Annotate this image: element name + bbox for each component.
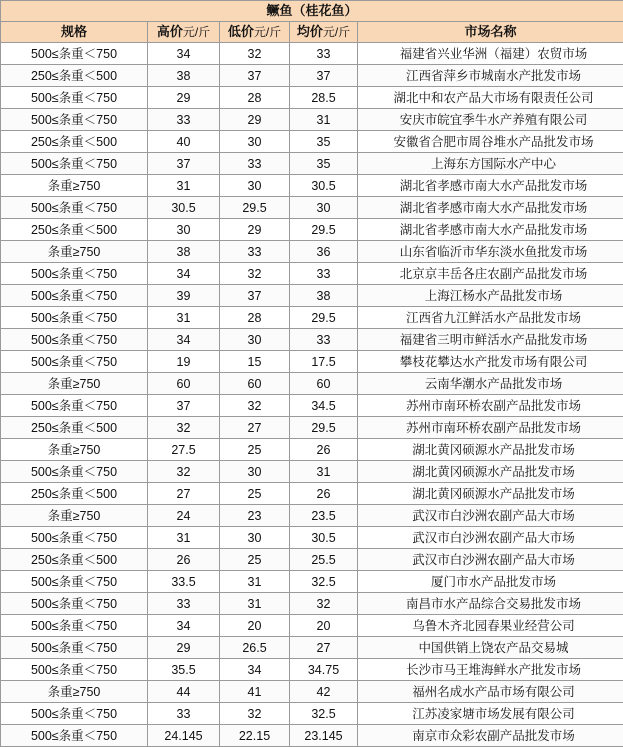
cell-low-price: 32: [220, 43, 290, 65]
cell-high-price: 60: [148, 373, 220, 395]
cell-market-name: 福建省三明市鲜活水产品批发市场: [358, 329, 623, 351]
cell-avg-price: 31: [290, 109, 358, 131]
cell-low-price: 32: [220, 703, 290, 725]
cell-high-price: 35.5: [148, 659, 220, 681]
cell-spec: 500≤条重＜750: [1, 263, 148, 285]
cell-avg-price: 32.5: [290, 571, 358, 593]
cell-low-price: 30: [220, 175, 290, 197]
cell-avg-price: 26: [290, 439, 358, 461]
cell-market-name: 福建省兴业华洲（福建）农贸市场: [358, 43, 623, 65]
cell-market-name: 江西省九江鲜活水产品批发市场: [358, 307, 623, 329]
cell-market-name: 北京京丰岳各庄农副产品批发市场: [358, 263, 623, 285]
cell-spec: 250≤条重＜500: [1, 549, 148, 571]
cell-avg-price: 42: [290, 681, 358, 703]
cell-low-price: 33: [220, 153, 290, 175]
cell-spec: 500≤条重＜750: [1, 329, 148, 351]
table-row: [1, 439, 623, 461]
cell-high-price: 29: [148, 87, 220, 109]
cell-high-price: 39: [148, 285, 220, 307]
cell-high-price: 31: [148, 307, 220, 329]
cell-low-price: 25: [220, 483, 290, 505]
cell-market-name: 上海江杨水产品批发市场: [358, 285, 623, 307]
header-low: [220, 22, 290, 43]
cell-low-price: 28: [220, 87, 290, 109]
cell-high-price: 38: [148, 65, 220, 87]
cell-low-price: 37: [220, 65, 290, 87]
cell-market-name: 安徽省合肥市周谷堆水产品批发市场: [358, 131, 623, 153]
cell-high-price: 37: [148, 153, 220, 175]
table-row: [1, 615, 623, 637]
cell-high-price: 44: [148, 681, 220, 703]
table-row: [1, 241, 623, 263]
cell-spec: 500≤条重＜750: [1, 527, 148, 549]
cell-spec: 500≤条重＜750: [1, 593, 148, 615]
cell-low-price: 41: [220, 681, 290, 703]
cell-high-price: 29: [148, 637, 220, 659]
cell-avg-price: 29.5: [290, 307, 358, 329]
cell-market-name: 山东省临沂市华东淡水鱼批发市场: [358, 241, 623, 263]
cell-spec: 条重≥750: [1, 241, 148, 263]
header-low-label: 低价: [228, 24, 254, 39]
cell-market-name: 湖北中和农产品大市场有限责任公司: [358, 87, 623, 109]
cell-spec: 500≤条重＜750: [1, 615, 148, 637]
header-avg-unit: 元/斤: [323, 25, 350, 39]
cell-avg-price: 30.5: [290, 527, 358, 549]
table-row: [1, 681, 623, 703]
cell-market-name: 安庆市皖宜季牛水产养殖有限公司: [358, 109, 623, 131]
table-title: 鳜鱼（桂花鱼）: [1, 1, 623, 22]
cell-low-price: 22.15: [220, 725, 290, 747]
cell-low-price: 30: [220, 131, 290, 153]
cell-spec: 500≤条重＜750: [1, 307, 148, 329]
cell-high-price: 33.5: [148, 571, 220, 593]
cell-market-name: 云南华潮水产品批发市场: [358, 373, 623, 395]
cell-market-name: 武汉市白沙洲农副产品大市场: [358, 527, 623, 549]
cell-market-name: 福州名成水产品市场有限公司: [358, 681, 623, 703]
cell-spec: 条重≥750: [1, 505, 148, 527]
cell-market-name: 南昌市水产品综合交易批发市场: [358, 593, 623, 615]
table-header-row: [1, 22, 623, 43]
cell-high-price: 19: [148, 351, 220, 373]
cell-spec: 250≤条重＜500: [1, 131, 148, 153]
cell-high-price: 31: [148, 175, 220, 197]
table-row: [1, 307, 623, 329]
cell-market-name: 乌鲁木齐北园春果业经营公司: [358, 615, 623, 637]
cell-spec: 500≤条重＜750: [1, 725, 148, 747]
cell-avg-price: 60: [290, 373, 358, 395]
cell-avg-price: 37: [290, 65, 358, 87]
cell-market-name: 中国供销上饶农产品交易城: [358, 637, 623, 659]
table-row: [1, 461, 623, 483]
cell-market-name: 湖北省孝感市南大水产品批发市场: [358, 175, 623, 197]
table-row: [1, 703, 623, 725]
cell-high-price: 34: [148, 263, 220, 285]
cell-high-price: 34: [148, 615, 220, 637]
cell-low-price: 60: [220, 373, 290, 395]
cell-spec: 500≤条重＜750: [1, 571, 148, 593]
cell-avg-price: 34.5: [290, 395, 358, 417]
cell-market-name: 长沙市马王堆海鲜水产批发市场: [358, 659, 623, 681]
cell-high-price: 40: [148, 131, 220, 153]
cell-low-price: 31: [220, 571, 290, 593]
table-row: [1, 351, 623, 373]
cell-market-name: 江西省萍乡市城南水产批发市场: [358, 65, 623, 87]
cell-high-price: 24.145: [148, 725, 220, 747]
cell-low-price: 30: [220, 461, 290, 483]
cell-low-price: 32: [220, 395, 290, 417]
cell-avg-price: 31: [290, 461, 358, 483]
table-row: [1, 43, 623, 65]
table-row: [1, 373, 623, 395]
table-row: [1, 571, 623, 593]
cell-spec: 500≤条重＜750: [1, 87, 148, 109]
cell-market-name: 武汉市白沙洲农副产品大市场: [358, 549, 623, 571]
cell-high-price: 32: [148, 417, 220, 439]
table-row: [1, 65, 623, 87]
cell-market-name: 湖北黄冈硕源水产品批发市场: [358, 483, 623, 505]
table-row: [1, 659, 623, 681]
cell-low-price: 32: [220, 263, 290, 285]
cell-low-price: 30: [220, 329, 290, 351]
table-row: [1, 219, 623, 241]
cell-spec: 500≤条重＜750: [1, 659, 148, 681]
cell-market-name: 湖北黄冈硕源水产品批发市场: [358, 461, 623, 483]
cell-spec: 500≤条重＜750: [1, 637, 148, 659]
cell-high-price: 24: [148, 505, 220, 527]
header-high: [148, 22, 220, 43]
cell-market-name: 苏州市南环桥农副产品批发市场: [358, 417, 623, 439]
cell-low-price: 26.5: [220, 637, 290, 659]
cell-avg-price: 33: [290, 263, 358, 285]
cell-spec: 条重≥750: [1, 373, 148, 395]
cell-avg-price: 34.75: [290, 659, 358, 681]
cell-high-price: 31: [148, 527, 220, 549]
cell-high-price: 34: [148, 329, 220, 351]
table-row: [1, 417, 623, 439]
cell-spec: 条重≥750: [1, 681, 148, 703]
table-row: [1, 285, 623, 307]
cell-spec: 500≤条重＜750: [1, 43, 148, 65]
cell-avg-price: 35: [290, 131, 358, 153]
header-avg: [290, 22, 358, 43]
cell-low-price: 29: [220, 109, 290, 131]
cell-market-name: 武汉市白沙洲农副产品大市场: [358, 505, 623, 527]
table-row: [1, 637, 623, 659]
cell-high-price: 38: [148, 241, 220, 263]
cell-avg-price: 26: [290, 483, 358, 505]
cell-spec: 250≤条重＜500: [1, 65, 148, 87]
cell-market-name: 湖北黄冈硕源水产品批发市场: [358, 439, 623, 461]
cell-avg-price: 27: [290, 637, 358, 659]
cell-market-name: 湖北省孝感市南大水产品批发市场: [358, 197, 623, 219]
cell-market-name: 苏州市南环桥农副产品批发市场: [358, 395, 623, 417]
cell-avg-price: 20: [290, 615, 358, 637]
cell-low-price: 29: [220, 219, 290, 241]
cell-market-name: 厦门市水产品批发市场: [358, 571, 623, 593]
table-body: [1, 43, 623, 747]
table-title-row: [1, 1, 623, 22]
cell-avg-price: 32: [290, 593, 358, 615]
cell-avg-price: 35: [290, 153, 358, 175]
cell-high-price: 30.5: [148, 197, 220, 219]
header-market: 市场名称: [358, 22, 623, 43]
table-row: [1, 549, 623, 571]
cell-high-price: 27: [148, 483, 220, 505]
cell-low-price: 29.5: [220, 197, 290, 219]
cell-avg-price: 30.5: [290, 175, 358, 197]
header-low-unit: 元/斤: [254, 25, 281, 39]
cell-avg-price: 33: [290, 43, 358, 65]
cell-low-price: 15: [220, 351, 290, 373]
cell-high-price: 32: [148, 461, 220, 483]
cell-spec: 500≤条重＜750: [1, 197, 148, 219]
cell-avg-price: 36: [290, 241, 358, 263]
cell-low-price: 30: [220, 527, 290, 549]
header-avg-label: 均价: [297, 24, 323, 39]
header-spec: 规格: [1, 22, 148, 43]
cell-spec: 500≤条重＜750: [1, 703, 148, 725]
cell-avg-price: 28.5: [290, 87, 358, 109]
cell-avg-price: 23.145: [290, 725, 358, 747]
cell-high-price: 34: [148, 43, 220, 65]
table-row: [1, 593, 623, 615]
cell-spec: 条重≥750: [1, 175, 148, 197]
cell-high-price: 30: [148, 219, 220, 241]
table-row: [1, 87, 623, 109]
table-row: [1, 153, 623, 175]
cell-spec: 500≤条重＜750: [1, 285, 148, 307]
cell-spec: 250≤条重＜500: [1, 483, 148, 505]
table-row: [1, 175, 623, 197]
cell-high-price: 33: [148, 109, 220, 131]
table-row: [1, 329, 623, 351]
table-row: [1, 505, 623, 527]
cell-high-price: 33: [148, 593, 220, 615]
header-high-unit: 元/斤: [183, 25, 210, 39]
cell-high-price: 37: [148, 395, 220, 417]
header-high-label: 高价: [157, 24, 183, 39]
table-row: [1, 131, 623, 153]
cell-low-price: 25: [220, 549, 290, 571]
table-row: [1, 197, 623, 219]
cell-low-price: 28: [220, 307, 290, 329]
cell-market-name: 攀枝花攀达水产批发市场有限公司: [358, 351, 623, 373]
cell-spec: 500≤条重＜750: [1, 109, 148, 131]
cell-avg-price: 30: [290, 197, 358, 219]
cell-avg-price: 29.5: [290, 417, 358, 439]
cell-spec: 条重≥750: [1, 439, 148, 461]
cell-avg-price: 23.5: [290, 505, 358, 527]
cell-market-name: 湖北省孝感市南大水产品批发市场: [358, 219, 623, 241]
cell-spec: 250≤条重＜500: [1, 219, 148, 241]
table-row: [1, 483, 623, 505]
table-row: [1, 725, 623, 747]
cell-spec: 500≤条重＜750: [1, 395, 148, 417]
cell-avg-price: 29.5: [290, 219, 358, 241]
cell-market-name: 南京市众彩农副产品批发市场: [358, 725, 623, 747]
cell-low-price: 23: [220, 505, 290, 527]
cell-market-name: 江苏凌家塘市场发展有限公司: [358, 703, 623, 725]
cell-avg-price: 17.5: [290, 351, 358, 373]
table-row: [1, 395, 623, 417]
cell-market-name: 上海东方国际水产中心: [358, 153, 623, 175]
cell-low-price: 33: [220, 241, 290, 263]
cell-avg-price: 38: [290, 285, 358, 307]
table-row: [1, 527, 623, 549]
cell-low-price: 34: [220, 659, 290, 681]
cell-high-price: 26: [148, 549, 220, 571]
cell-low-price: 20: [220, 615, 290, 637]
table-row: [1, 263, 623, 285]
cell-spec: 500≤条重＜750: [1, 461, 148, 483]
cell-low-price: 37: [220, 285, 290, 307]
cell-avg-price: 32.5: [290, 703, 358, 725]
cell-high-price: 27.5: [148, 439, 220, 461]
cell-avg-price: 33: [290, 329, 358, 351]
table-row: [1, 109, 623, 131]
cell-spec: 250≤条重＜500: [1, 417, 148, 439]
cell-low-price: 25: [220, 439, 290, 461]
cell-high-price: 33: [148, 703, 220, 725]
cell-avg-price: 25.5: [290, 549, 358, 571]
cell-spec: 500≤条重＜750: [1, 153, 148, 175]
cell-low-price: 27: [220, 417, 290, 439]
cell-low-price: 31: [220, 593, 290, 615]
cell-spec: 500≤条重＜750: [1, 351, 148, 373]
